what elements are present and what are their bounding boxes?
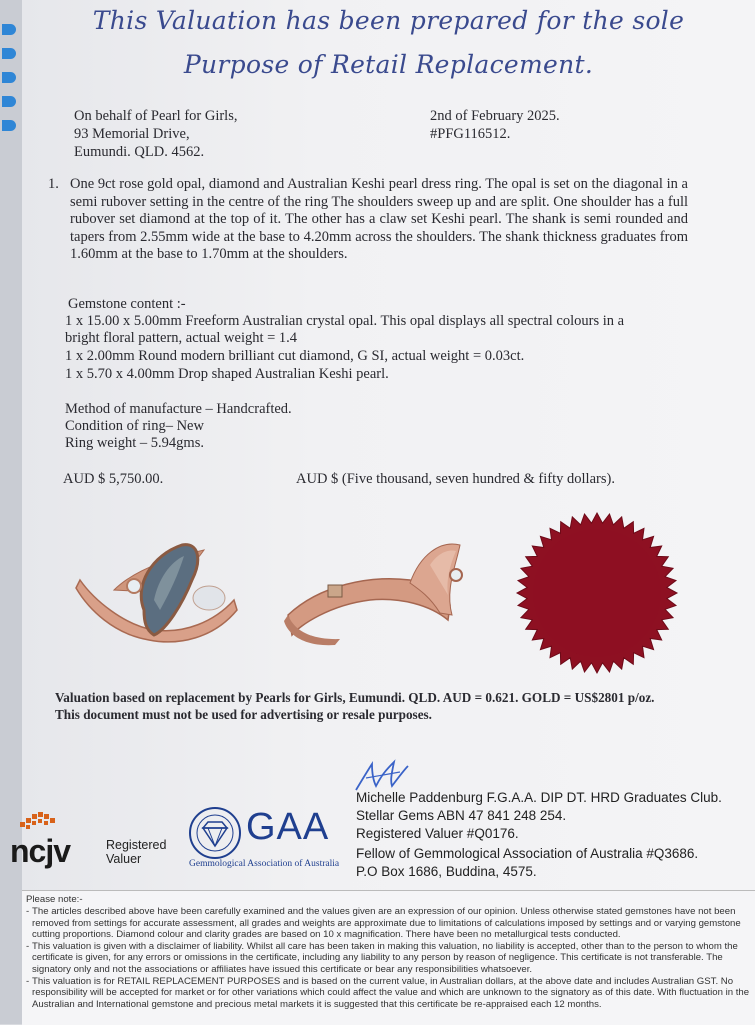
notes-heading: Please note:- xyxy=(26,894,83,905)
gaa-logo-text: GAA xyxy=(246,806,330,848)
client-name: On behalf of Pearl for Girls, xyxy=(74,108,238,124)
client-street: 93 Memorial Drive, xyxy=(74,126,190,142)
signatory-name: Michelle Paddenburg F.G.A.A. DIP DT. HRD Graduates Club. xyxy=(356,790,722,805)
gaa-seal-icon xyxy=(188,806,242,860)
valuation-basis: Valuation based on replacement by Pearls for Girls, Eumundi. QLD. AUD = 0.621. GOLD = US$2801 p/oz. xyxy=(55,690,655,705)
item-number: 1. xyxy=(48,176,59,192)
valuation-amount: AUD $ 5,750.00. xyxy=(63,471,164,487)
valuation-date: 2nd of February 2025. xyxy=(430,108,560,124)
gaa-full-name: Gemmological Association of Australia xyxy=(189,859,340,869)
signatory-fellowship: Fellow of Gemmological Association of Australia #Q3686. xyxy=(356,846,699,861)
binder-ring xyxy=(2,96,16,107)
ring-photo-front xyxy=(74,530,244,660)
item-description: One 9ct rose gold opal, diamond and Australian Keshi pearl dress ring. The opal is set on the diagonal in a semi rubover setting in the centre of the ring The shoulders sweep up and are split. One shoulder has a full rubover set diamond at the top of it. The other has a claw set Keshi pearl. The shank is semi rounded and tapers from 2.55mm wide at the base to 4.20mm across the shoulders. The shank thickness graduates from 1.60mm at the base to 1.70mm at the shoulders. xyxy=(70,176,688,262)
ncjv-logo-mark xyxy=(16,806,60,836)
ring-weight: Ring weight – 5.94gms. xyxy=(65,435,204,451)
red-wax-seal xyxy=(516,512,678,674)
signature xyxy=(352,760,412,794)
signatory-abn: Stellar Gems ABN 47 841 248 254. xyxy=(356,808,567,823)
note-item: - This valuation is given with a disclaimer of liability. Whilst all care has been taken in making this valuation, no liability is accepted, other than to the person to whom the certificate is given, for any errors or omissions in the certificate, including any liability to any person by reason of negligence. This certificate is not transferable. The signatory only and not the associations or affiliates have issued this certificate or bear any responsibilities whatsoever. xyxy=(26,941,752,976)
signatory-address: P.O Box 1686, Buddina, 4575. xyxy=(356,864,537,879)
valuation-document xyxy=(10,0,755,1024)
binder-ring xyxy=(2,24,16,35)
binder-ring xyxy=(2,72,16,83)
reference-number: #PFG116512. xyxy=(430,126,511,142)
ring-photo-side xyxy=(280,535,480,655)
note-item: - The articles described above have been carefully examined and the values given are an expression of our opinion. Unless otherwise stated gemstones have not been removed from settings for accurate assessment, all grades and weights are approximate due to limitations of calculations imposed by settings and or varying gemstone cutting proportions. Diamond colour and clarity grades are based on 10 x magnification. There have been no metallurgical tests conducted. xyxy=(26,906,752,941)
document-title-line2: Purpose of Retail Replacement. xyxy=(183,50,594,79)
signatory-registration: Registered Valuer #Q0176. xyxy=(356,826,519,841)
disclaimer-notes xyxy=(22,890,755,1025)
binder-ring xyxy=(2,48,16,59)
method-of-manufacture: Method of manufacture – Handcrafted. xyxy=(65,401,292,417)
ncjv-logo-text: ncjv xyxy=(10,833,71,869)
ring-condition: Condition of ring– New xyxy=(65,418,204,434)
binder-edge xyxy=(0,0,22,1024)
note-item: - This valuation is for RETAIL REPLACEMENT PURPOSES and is based on the current value, in Australian dollars, at the above date and includes Australian GST. No responsibility will be accepted for market or for other variations which could affect the value and which are unknown to the signatory as of this date. With fluctuation in the Australian and International gemstone and precious metal markets it is suggested that this certificate be re-appraised each 12 months. xyxy=(26,976,752,1011)
valuation-amount-words: AUD $ (Five thousand, seven hundred & fifty dollars). xyxy=(296,471,615,487)
gemstone-heading: Gemstone content :- xyxy=(68,296,186,312)
ncjv-valuer-label: Valuer xyxy=(106,852,142,866)
gemstone-diamond: 1 x 2.00mm Round modern brilliant cut diamond, G SI, actual weight = 0.03ct. xyxy=(65,348,525,364)
gemstone-pearl: 1 x 5.70 x 4.00mm Drop shaped Australian Keshi pearl. xyxy=(65,366,389,382)
gemstone-opal-pattern: bright floral pattern, actual weight = 1.4 xyxy=(65,330,298,346)
usage-restriction: This document must not be used for advertising or resale purposes. xyxy=(55,707,432,722)
ncjv-registered-label: Registered xyxy=(106,838,167,852)
client-locality: Eumundi. QLD. 4562. xyxy=(74,144,205,160)
gemstone-opal: 1 x 15.00 x 5.00mm Freeform Australian crystal opal. This opal displays all spectral colours in a xyxy=(65,313,625,329)
binder-ring xyxy=(2,120,16,131)
document-title-line1: This Valuation has been prepared for the sole xyxy=(92,6,685,35)
